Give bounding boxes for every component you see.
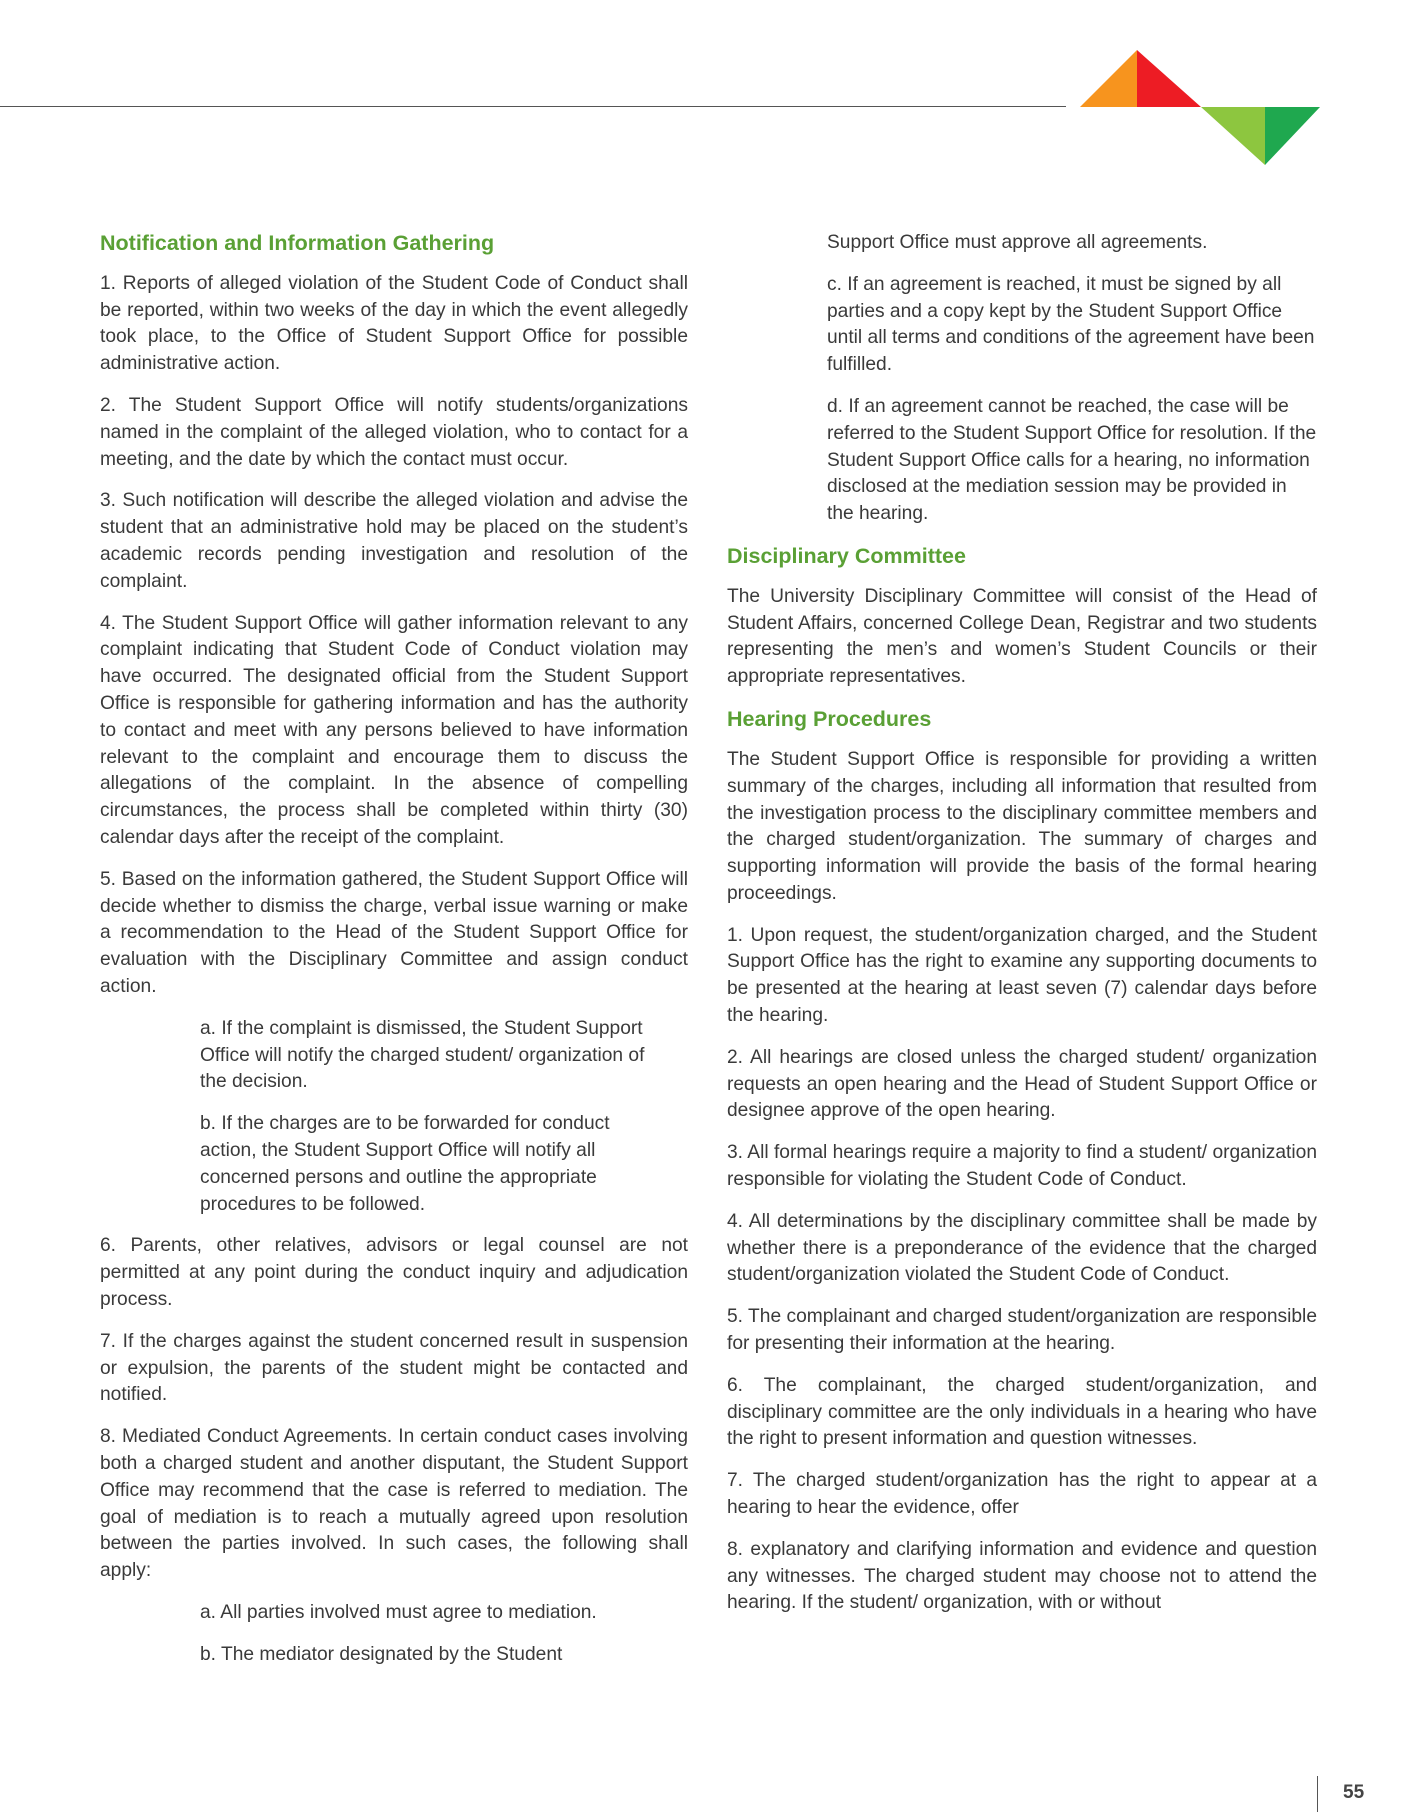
hearing-item-4: 4. All determinations by the disciplinary committee shall be made by whether there is a preponderance of the evidence that the charged student/organization violated the Student Code of Conduct. bbox=[727, 1210, 1317, 1286]
section-heading-hearing-procedures: Hearing Procedures bbox=[727, 707, 932, 732]
orange-triangle bbox=[1080, 50, 1137, 107]
hearing-item-2: 2. All hearings are closed unless the charged student/ organization requests an open hearing and the Head of Student Support Office or designee approve of the open hearing. bbox=[727, 1046, 1317, 1122]
hearing-item-1: 1. Upon request, the student/organization charged, and the Student Support Office has the right to examine any supporting documents to be presented at the hearing at least seven (7) calendar days before the hearing. bbox=[727, 924, 1317, 1027]
paragraph-1: 1. Reports of alleged violation of the Student Code of Conduct shall be reported, within two weeks of the day in which the event allegedly took place, to the Office of Student Support Office for possible administrative action. bbox=[100, 272, 688, 375]
paragraph-4: 4. The Student Support Office will gather information relevant to any complaint indicating that Student Code of Conduct violation may have occurred. The designated official from the Student Support Office is responsible for gathering information and has the authority to contact and meet with any persons believed to have information relevant to the complaint and encourage them to discuss the allegations of the complaint. In the absence of compelling circumstances, the process shall be completed within thirty (30) calendar days after the receipt of the complaint. bbox=[100, 612, 688, 849]
red-triangle bbox=[1137, 50, 1201, 107]
hearing-item-7: 7. The charged student/organization has the right to appear at a hearing to hear the evidence, offer bbox=[727, 1470, 1317, 1519]
page-number: 55 bbox=[1343, 1782, 1365, 1803]
sub-item-8b-continued: Support Office must approve all agreements. bbox=[827, 232, 1208, 253]
hearing-item-5: 5. The complainant and charged student/organization are responsible for presenting their information at the hearing. bbox=[727, 1306, 1317, 1355]
green-triangle bbox=[1265, 107, 1320, 165]
lightgreen-triangle bbox=[1201, 107, 1265, 165]
hearing-item-8: 8. explanatory and clarifying information and evidence and question any witnesses. The charged student may choose not to attend the hearing. If the student/ organization, with or without bbox=[727, 1538, 1317, 1614]
paragraph-8: 8. Mediated Conduct Agreements. In certain conduct cases involving both a charged student and another disputant, the Student Support Office may recommend that the case is referred to mediation. The goal of mediation is to reach a mutually agreed upon resolution between the parties involved. In such cases, the following shall apply: bbox=[100, 1426, 688, 1582]
header-rule bbox=[0, 106, 1066, 107]
paragraph-6: 6. Parents, other relatives, advisors or legal counsel are not permitted at any point during the conduct inquiry and adjudication process. bbox=[100, 1235, 688, 1310]
hearing-item-6: 6. The complainant, the charged student/organization, and disciplinary committee are the only individuals in a hearing who have the right to present information and question witnesses. bbox=[727, 1374, 1317, 1450]
paragraph-7: 7. If the charges against the student concerned result in suspension or expulsion, the parents of the student might be contacted and notified. bbox=[100, 1330, 688, 1406]
sub-item-8b: b. The mediator designated by the Student bbox=[200, 1643, 563, 1665]
sub-item-5a: a. If the complaint is dismissed, the Student Support Office will notify the charged student/ organization of the decision. bbox=[200, 1017, 645, 1093]
right-column bbox=[727, 230, 1317, 1632]
sub-item-8c: c. If an agreement is reached, it must be signed by all parties and a copy kept by the Student Support Office until all terms and conditions of the agreement have been fulfilled. bbox=[827, 273, 1315, 376]
page-number-divider bbox=[1317, 1776, 1318, 1812]
hearing-item-3: 3. All formal hearings require a majority to find a student/ organization responsible for violating the Student Code of Conduct. bbox=[727, 1142, 1317, 1191]
section-heading-notification: Notification and Information Gathering bbox=[100, 231, 495, 255]
paragraph-2: 2. The Student Support Office will notify students/organizations named in the complaint of the alleged violation, who to contact for a meeting, and the date by which the contact must occur. bbox=[100, 395, 688, 470]
hearing-intro-paragraph: The Student Support Office is responsible for providing a written summary of the charges, including all information that resulted from the investigation process to the disciplinary committee members and the charged student/organization. The summary of charges and supporting information will provide the basis of the formal hearing proceedings. bbox=[727, 748, 1317, 904]
paragraph-3: 3. Such notification will describe the alleged violation and advise the student that an administrative hold may be placed on the student’s academic records pending investigation and resolution of the complaint. bbox=[100, 490, 688, 592]
sub-item-8d: d. If an agreement cannot be reached, the case will be referred to the Student Support Office for resolution. If the Student Support Office calls for a hearing, no information disclosed at the mediation session may be provided in the hearing. bbox=[827, 395, 1317, 525]
committee-paragraph: The University Disciplinary Committee will consist of the Head of Student Affairs, concerned College Dean, Registrar and two students representing the men’s and women’s Student Councils or their appropriate representatives. bbox=[727, 585, 1317, 688]
section-heading-disciplinary-committee: Disciplinary Committee bbox=[727, 543, 966, 568]
paragraph-5: 5. Based on the information gathered, the Student Support Office will decide whether to dismiss the charge, verbal issue warning or make a recommendation to the Head of the Student Support Office for evaluation with the Disciplinary Committee and assign conduct action. bbox=[100, 868, 688, 997]
left-column bbox=[100, 230, 688, 1684]
triangle-logo-graphic bbox=[1080, 50, 1320, 165]
sub-item-5b: b. If the charges are to be forwarded for conduct action, the Student Support Office will notify all concerned persons and outline the appropriate procedures to be followed. bbox=[200, 1113, 610, 1215]
sub-item-8a: a. All parties involved must agree to mediation. bbox=[200, 1601, 597, 1623]
